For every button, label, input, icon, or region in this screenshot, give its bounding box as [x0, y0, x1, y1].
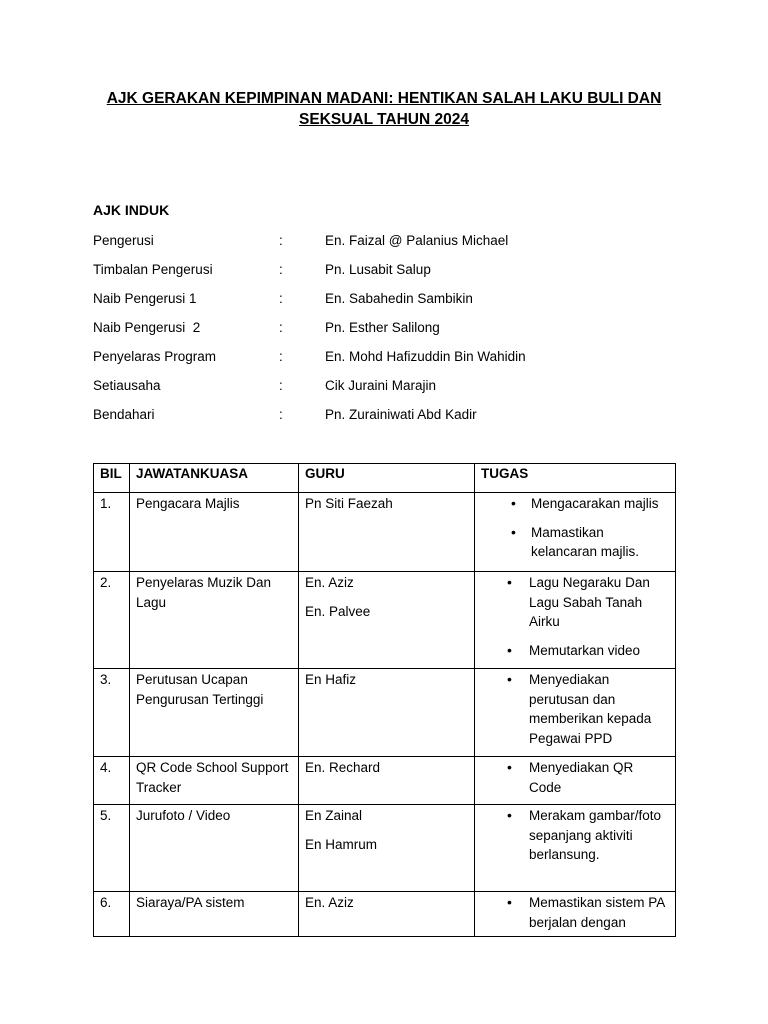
- ajk-separator: :: [279, 233, 283, 248]
- cell-bil: 6.: [94, 892, 130, 937]
- ajk-name: En. Faizal @ Palanius Michael: [325, 233, 509, 248]
- ajk-row-naib-pengerusi-2: [93, 318, 673, 338]
- tugas-list: [481, 806, 669, 865]
- cell-guru: [299, 572, 475, 669]
- section-heading-ajk-induk: AJK INDUK: [93, 202, 170, 218]
- ajk-name: En. Sabahedin Sambikin: [325, 291, 473, 306]
- cell-jawatankuasa: QR Code School Support Tracker: [130, 757, 299, 805]
- cell-tugas: [475, 572, 676, 669]
- cell-tugas: [475, 669, 676, 757]
- document-title: [90, 88, 678, 130]
- tugas-item: • Lagu Negaraku Dan Lagu Sabah Tanah Airku: [481, 573, 669, 632]
- table-row: [94, 892, 676, 937]
- header-jawatankuasa: JAWATANKUASA: [130, 464, 299, 493]
- guru-name: En Zainal: [305, 808, 363, 823]
- ajk-row-penyelaras-program: [93, 347, 673, 367]
- ajk-separator: :: [279, 291, 283, 306]
- ajk-row-setiausaha: [93, 376, 673, 396]
- ajk-separator: :: [279, 378, 283, 393]
- header-bil: BIL: [94, 464, 130, 493]
- ajk-separator: :: [279, 349, 283, 364]
- ajk-role: Pengerusi: [93, 233, 154, 248]
- ajk-name: En. Mohd Hafizuddin Bin Wahidin: [325, 349, 526, 364]
- ajk-role: Setiausaha: [93, 378, 161, 393]
- cell-bil: 5.: [94, 805, 130, 892]
- table-row: [94, 805, 676, 892]
- cell-tugas: [475, 805, 676, 892]
- table-row: [94, 669, 676, 757]
- cell-bil: 1.: [94, 493, 130, 572]
- ajk-separator: :: [279, 407, 283, 422]
- header-guru: GURU: [299, 464, 475, 493]
- ajk-name: Cik Juraini Marajin: [325, 378, 437, 393]
- tugas-item: • Mamastikan kelancaran majlis.: [481, 523, 669, 562]
- ajk-separator: :: [279, 262, 283, 277]
- header-tugas: TUGAS: [475, 464, 676, 493]
- ajk-name: Pn. Esther Salilong: [325, 320, 440, 335]
- ajk-role: Naib Pengerusi 2: [93, 320, 201, 335]
- ajk-role: Penyelaras Program: [93, 349, 217, 364]
- tugas-item: • Menyediakan QR Code: [481, 758, 669, 797]
- cell-jawatankuasa: Siaraya/PA sistem: [130, 892, 299, 937]
- cell-tugas: [475, 892, 676, 937]
- table-header-row: [94, 464, 676, 493]
- guru-name: En Hafiz: [305, 672, 357, 687]
- table-row: [94, 493, 676, 572]
- ajk-name: Pn. Lusabit Salup: [325, 262, 431, 277]
- ajk-separator: :: [279, 320, 283, 335]
- cell-bil: 2.: [94, 572, 130, 669]
- tugas-item: • Merakam gambar/foto sepanjang aktiviti berlansung.: [481, 806, 669, 865]
- tugas-list: [481, 670, 669, 748]
- cell-tugas: [475, 493, 676, 572]
- guru-name: En. Palvee: [305, 603, 371, 619]
- guru-name: Pn Siti Faezah: [305, 496, 393, 511]
- tugas-item: • Mengacarakan majlis: [481, 494, 669, 514]
- title-line-1: AJK GERAKAN KEPIMPINAN MADANI: HENTIKAN SALAH LAKU BULI DAN: [106, 90, 662, 107]
- cell-tugas: [475, 757, 676, 805]
- ajk-name: Pn. Zurainiwati Abd Kadir: [325, 407, 477, 422]
- cell-bil: 4.: [94, 757, 130, 805]
- tugas-list: [481, 758, 669, 797]
- ajk-row-pengerusi: [93, 231, 673, 251]
- cell-bil: 3.: [94, 669, 130, 757]
- cell-guru: [299, 493, 475, 572]
- ajk-role: Timbalan Pengerusi: [93, 262, 213, 277]
- cell-jawatankuasa: Penyelaras Muzik Dan Lagu: [130, 572, 299, 669]
- cell-jawatankuasa: Jurufoto / Video: [130, 805, 299, 892]
- ajk-row-timbalan-pengerusi: [93, 260, 673, 280]
- title-line-2: SEKSUAL TAHUN 2024: [299, 111, 469, 128]
- guru-name: En. Aziz: [305, 895, 354, 910]
- cell-guru: [299, 892, 475, 937]
- cell-guru: [299, 805, 475, 892]
- cell-jawatankuasa: Pengacara Majlis: [130, 493, 299, 572]
- tugas-list: [481, 573, 669, 660]
- committee-duties-table: [93, 463, 676, 937]
- tugas-item: • Menyediakan perutusan dan memberikan kepada Pegawai PPD: [481, 670, 669, 748]
- cell-jawatankuasa: Perutusan Ucapan Pengurusan Tertinggi: [130, 669, 299, 757]
- tugas-list: [481, 494, 669, 562]
- tugas-list: [481, 893, 669, 932]
- tugas-item: • Memastikan sistem PA berjalan dengan: [481, 893, 669, 932]
- ajk-row-bendahari: [93, 405, 673, 425]
- tugas-item: • Memutarkan video: [481, 641, 669, 661]
- guru-name: En. Aziz: [305, 575, 354, 590]
- ajk-row-naib-pengerusi-1: [93, 289, 673, 309]
- cell-guru: [299, 757, 475, 805]
- ajk-role: Bendahari: [93, 407, 155, 422]
- table-row: [94, 757, 676, 805]
- table-row: [94, 572, 676, 669]
- ajk-role: Naib Pengerusi 1: [93, 291, 197, 306]
- cell-guru: [299, 669, 475, 757]
- guru-name: En Hamrum: [305, 836, 378, 852]
- guru-name: En. Rechard: [305, 760, 381, 775]
